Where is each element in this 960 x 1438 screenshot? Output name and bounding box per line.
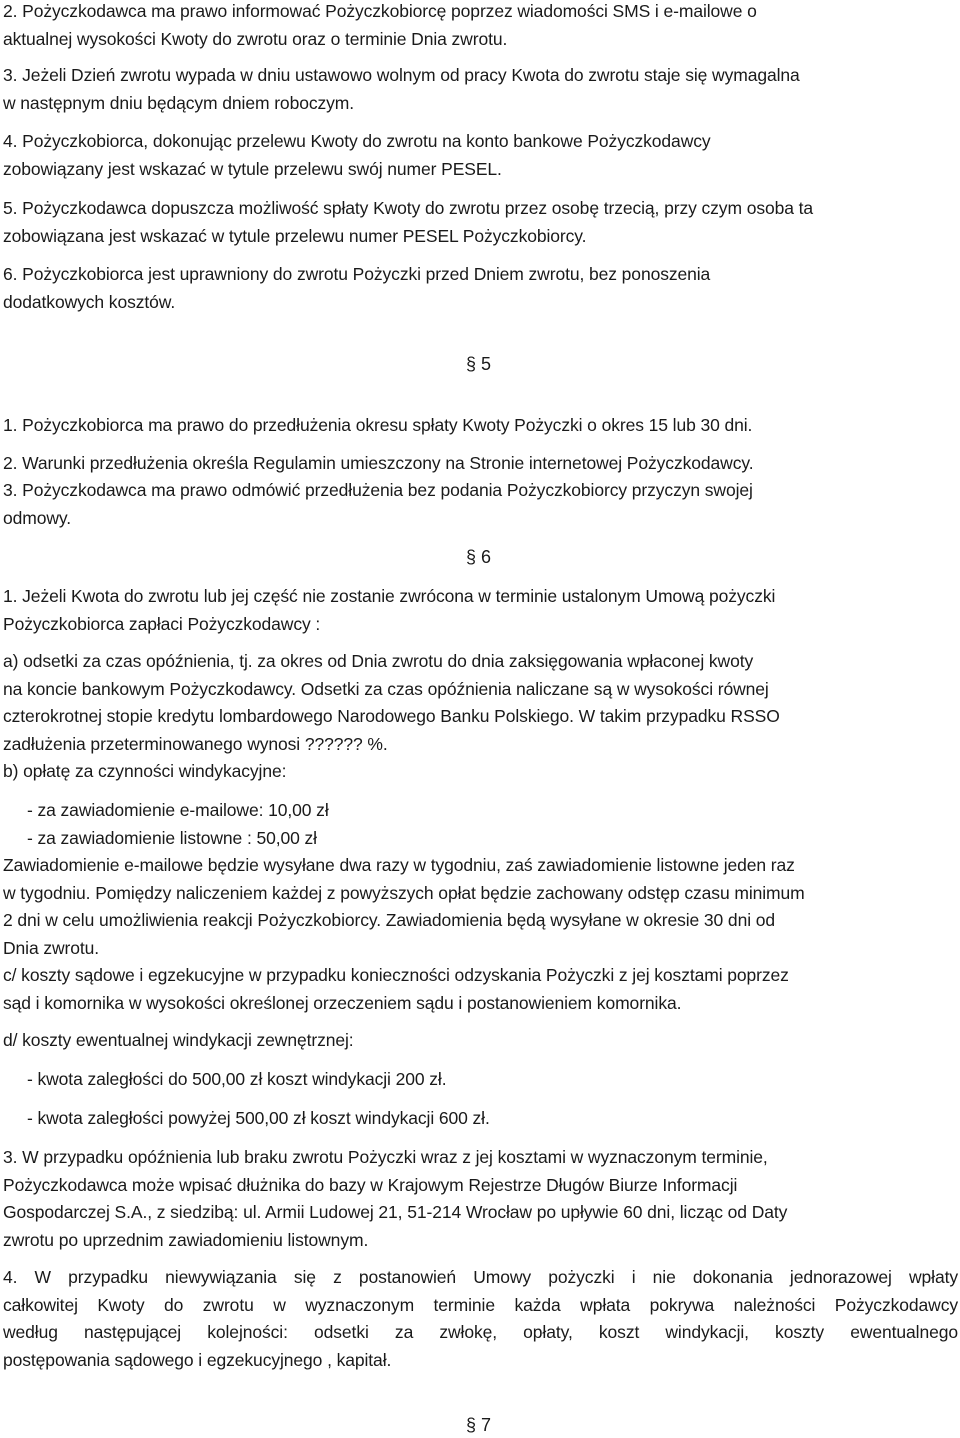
text-line: b) opłatę za czynności windykacyjne:	[3, 761, 287, 781]
d-list-item-1	[3, 1066, 960, 1094]
sec6-paragraph-1	[3, 583, 958, 638]
section-heading-5: § 5	[466, 354, 492, 374]
sec6-paragraph-3	[3, 1144, 958, 1254]
text-line: 2. Pożyczkodawca ma prawo informować Pożyczkobiorcę poprzez wiadomości SMS i e-mailowe o	[3, 1, 757, 21]
list-item: - kwota zaległości powyżej 500,00 zł koszt windykacji 600 zł.	[27, 1108, 490, 1128]
sec5-paragraph-1	[3, 412, 958, 440]
text-line: całkowitej Kwoty do zwrotu w wyznaczonym terminie każda wpłata pokrywa należności Pożyczkodawcy	[3, 1294, 958, 1315]
text-line: Pożyczkobiorca zapłaci Pożyczkodawcy :	[3, 613, 321, 634]
list-item: - za zawiadomienie listowne : 50,00 zł	[27, 827, 317, 848]
text-line: zadłużenia przeterminowanego wynosi ?????? %.	[3, 733, 388, 754]
text-line: 1. Jeżeli Kwota do zwrotu lub jej część nie zostanie zwrócona w terminie ustalonym Umową pożyczki	[3, 586, 776, 606]
text-line: zobowiązany jest wskazać w tytule przelewu swój numer PESEL.	[3, 158, 502, 179]
text-line: odmowy.	[3, 507, 72, 528]
text-line: 4. W przypadku niewywiązania się z postanowień Umowy pożyczki i nie dokonania jednorazowej wpłaty	[3, 1267, 958, 1287]
text-line: 3. Jeżeli Dzień zwrotu wypada w dniu ustawowo wolnym od pracy Kwota do zwrotu staje się wymagalna	[3, 65, 800, 85]
section-heading-7: § 7	[466, 1415, 492, 1435]
text-line: Dnia zwrotu.	[3, 937, 100, 958]
text-line: 1. Pożyczkobiorca ma prawo do przedłużenia okresu spłaty Kwoty Pożyczki o okres 15 lub 30 dni.	[3, 415, 753, 435]
sec5-paragraph-3	[3, 477, 958, 532]
text-line: według następującej kolejności: odsetki za zwłokę, opłaty, koszt windykacji, koszty ewentualnego	[3, 1322, 958, 1342]
sec5-paragraph-2	[3, 450, 958, 478]
text-line: czterokrotnej stopie kredytu lombardowego Narodowego Banku Polskiego. W takim przypadku RSSO	[3, 706, 780, 726]
list-item: - kwota zaległości do 500,00 zł koszt windykacji 200 zł.	[27, 1069, 447, 1089]
text-line: zwrotu po uprzednim zawiadomieniu listownym.	[3, 1229, 369, 1250]
list-item: - za zawiadomienie e-mailowe: 10,00 zł	[27, 800, 329, 820]
paragraph-3	[3, 62, 958, 117]
text-line: w następnym dniu będącym dniem roboczym.	[3, 92, 355, 113]
text-line: na koncie bankowym Pożyczkodawcy. Odsetki za czas opóźnienia naliczane są w wysokości równej	[3, 678, 769, 699]
paragraph-5	[3, 195, 958, 250]
text-line: postępowania sądowego i egzekucyjnego , kapitał.	[3, 1349, 392, 1370]
text-line: Zawiadomienie e-mailowe będzie wysyłane dwa razy w tygodniu, zaś zawiadomienie listowne jeden raz	[3, 855, 795, 875]
text-line: 5. Pożyczkodawca dopuszcza możliwość spłaty Kwoty do zwrotu przez osobę trzecią, przy czym osoba ta	[3, 198, 814, 218]
text-line: d/ koszty ewentualnej windykacji zewnętrznej:	[3, 1030, 354, 1050]
paragraph-4	[3, 128, 958, 183]
d-list-item-2	[3, 1105, 960, 1133]
text-line: Gospodarczej S.A., z siedzibą: ul. Armii Ludowej 21, 51-214 Wrocław po upływie 60 dni, licząc od Daty	[3, 1202, 788, 1222]
paragraph-2	[3, 0, 958, 53]
text-line: c/ koszty sądowe i egzekucyjne w przypadku konieczności odzyskania Pożyczki z jej kosztami poprzez	[3, 965, 789, 985]
text-line: dodatkowych kosztów.	[3, 291, 176, 312]
sec6-paragraph-d	[3, 1027, 958, 1055]
section-heading-6: § 6	[466, 547, 492, 567]
sec6-paragraph-a	[3, 648, 958, 786]
text-line: 3. W przypadku opóźnienia lub braku zwrotu Pożyczki wraz z jej kosztami w wyznaczonym terminie,	[3, 1147, 768, 1167]
text-line: sąd i komornika w wysokości określonej orzeczeniem sądu i postanowieniem komornika.	[3, 992, 682, 1013]
text-line: a) odsetki za czas opóźnienia, tj. za okres od Dnia zwrotu do dnia zaksięgowania wpłaconej kwoty	[3, 651, 754, 671]
text-line: zobowiązana jest wskazać w tytule przelewu numer PESEL Pożyczkobiorcy.	[3, 225, 587, 246]
text-line: 6. Pożyczkobiorca jest uprawniony do zwrotu Pożyczki przed Dniem zwrotu, bez ponoszenia	[3, 264, 711, 284]
sec6-paragraph-4	[3, 1264, 958, 1374]
text-line: aktualnej wysokości Kwoty do zwrotu oraz o terminie Dnia zwrotu.	[3, 28, 508, 49]
text-line: 2. Warunki przedłużenia określa Regulamin umieszczony na Stronie internetowej Pożyczkodawcy.	[3, 453, 754, 473]
text-line: 2 dni w celu umożliwienia reakcji Pożyczkobiorcy. Zawiadomienia będą wysyłane w okresie 30 dni od	[3, 910, 776, 930]
paragraph-6	[3, 261, 958, 316]
text-line: w tygodniu. Pomiędzy naliczeniem każdej z powyższych opłat będzie zachowany odstęp czasu minimum	[3, 882, 805, 903]
text-line: Pożyczkodawca może wpisać dłużnika do bazy w Krajowym Rejestrze Długów Biurze Informacji	[3, 1174, 738, 1195]
text-line: 4. Pożyczkobiorca, dokonując przelewu Kwoty do zwrotu na konto bankowe Pożyczkodawcy	[3, 131, 711, 151]
text-line: 3. Pożyczkodawca ma prawo odmówić przedłużenia bez podania Pożyczkobiorcy przyczyn swojej	[3, 480, 753, 500]
fee-list	[3, 797, 960, 852]
sec6-notice-paragraph	[3, 852, 958, 1017]
